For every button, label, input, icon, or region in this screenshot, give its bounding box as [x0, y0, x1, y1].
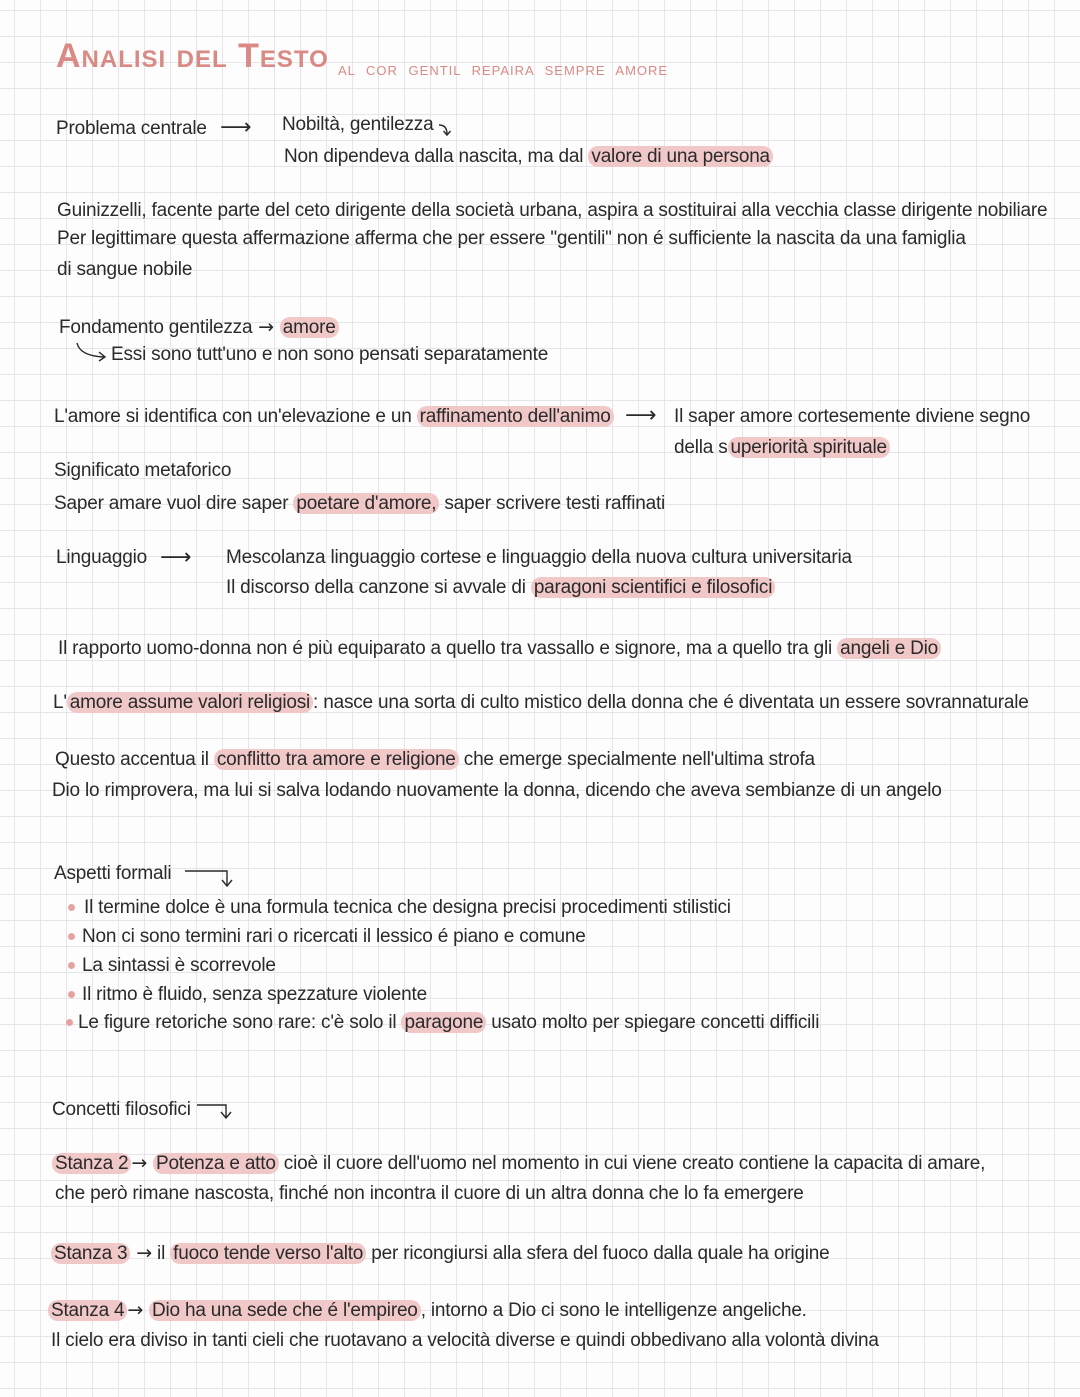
highlight-poetare: poetare d'amore, [293, 493, 439, 514]
page-subtitle: AL COR GENTIL REPAIRA SEMPRE AMORE [338, 63, 669, 78]
formali-bullet-5-text: Le figure retoriche sono rare: c'è solo il [78, 1012, 402, 1033]
problema-line2-text: Non dipendeva dalla nascita, ma dal [284, 146, 589, 167]
metaforico-line [54, 492, 665, 516]
highlight-amore: amore [280, 317, 339, 338]
linguaggio-line2 [226, 576, 775, 600]
curved-arrow-icon [438, 122, 454, 138]
formali-bullet-4: Il ritmo è fluido, senza spezzature violente [82, 984, 427, 1005]
stanza-3-line [51, 1241, 829, 1266]
arrow-right-icon: → [252, 316, 280, 338]
corner-arrow-icon [184, 868, 236, 890]
stanza-2-line [52, 1151, 985, 1176]
bullet-icon [68, 933, 75, 940]
stanza-3-text: per ricongiursi alla sfera del fuoco dalla quale ha origine [366, 1243, 830, 1264]
highlight-paragoni: paragoni scientifici e filosofici [531, 577, 775, 598]
amore-right2-text: della s [674, 437, 728, 458]
page-title: Analisi del Testo [56, 37, 329, 75]
formali-bullet-1: Il termine dolce è una formula tecnica che designa precisi procedimenti stilistici [84, 897, 731, 918]
linguaggio-line2-text: Il discorso della canzone si avvale di [226, 577, 531, 598]
highlight-superiorita: uperiorità spirituale [728, 437, 890, 458]
fondamento-sub: Essi sono tutt'uno e non sono pensati separatamente [111, 344, 549, 365]
religiosi-line [53, 691, 1029, 715]
formali-bullet-5 [78, 1011, 819, 1035]
formali-bullet-3: La sintassi è scorrevole [82, 955, 276, 976]
arrow-right-icon: → [127, 1299, 149, 1321]
formali-bullet-5-post: usato molto per spiegare concetti difficili [486, 1012, 820, 1033]
amore-line [54, 405, 614, 429]
religiosi-pre: L' [53, 692, 67, 713]
bullet-icon [68, 991, 75, 998]
arrow-right-icon: ⟶ [220, 115, 252, 140]
stanza-2-line2: che però rimane nascosta, finché non incontra il cuore di un altra donna che lo fa emergere [55, 1183, 804, 1204]
highlight-stanza-3: Stanza 3 [51, 1243, 130, 1264]
amore-right2 [674, 436, 890, 460]
highlight-stanza-2: Stanza 2 [52, 1153, 131, 1174]
conflitto-line2: Dio lo rimprovera, ma lui si salva lodando nuovamente la donna, dicendo che aveva sembianze di un angelo [52, 780, 942, 801]
conflitto-post: che emerge specialmente nell'ultima strofa [458, 749, 815, 770]
highlight-paragone: paragone [401, 1012, 486, 1033]
highlight-fuoco: fuoco tende verso l'alto [170, 1243, 366, 1264]
stanza-4-line2: Il cielo era diviso in tanti cieli che ruotavano a velocità diverse e quindi obbedivano alla volontà divina [51, 1330, 879, 1351]
metaforico-label: Significato metaforico [54, 460, 232, 481]
conflitto-line [55, 748, 815, 772]
fondamento-label: Fondamento gentilezza [59, 317, 253, 338]
rapporto-line [58, 637, 941, 661]
metaforico-post: saper scrivere testi raffinati [439, 493, 666, 514]
arrow-right-icon: → [130, 1242, 152, 1264]
amore-right1: Il saper amore cortesemente diviene segno [674, 406, 1031, 427]
fondamento-line [59, 315, 339, 340]
arrow-right-icon: ⟶ [625, 403, 657, 428]
highlight-angeli: angeli e Dio [837, 638, 941, 659]
stanza-4-text: , intorno a Dio ci sono le intelligenze angeliche. [420, 1300, 807, 1321]
filosofici-label: Concetti filosofici [52, 1099, 191, 1120]
highlight-conflitto: conflitto tra amore e religione [214, 749, 459, 770]
highlight-raffinamento: raffinamento dell'animo [417, 406, 614, 427]
highlight-religiosi: amore assume valori religiosi [67, 692, 313, 713]
highlight-potenza: Potenza e atto [153, 1153, 279, 1174]
problema-line2 [284, 145, 773, 169]
problema-label: Problema centrale [56, 118, 207, 139]
bullet-icon [68, 962, 75, 969]
formali-bullet-2: Non ci sono termini rari o ricercati il lessico é piano e comune [82, 926, 586, 947]
stanza-4-line [48, 1298, 807, 1323]
hook-arrow-icon [76, 342, 108, 364]
rapporto-text: Il rapporto uomo-donna non é più equiparato a quello tra vassallo e signore, ma a quello tra gli [58, 638, 838, 659]
linguaggio-line1: Mescolanza linguaggio cortese e linguaggio della nuova cultura universitaria [226, 547, 852, 568]
stanza-2-text: cioè il cuore dell'uomo nel momento in cui viene creato contiene la capacita di amare, [278, 1153, 986, 1174]
arrow-right-icon: → [131, 1152, 153, 1174]
formali-label: Aspetti formali [54, 863, 172, 884]
bullet-icon [68, 904, 75, 911]
highlight-empireo: Dio ha una sede che é l'empireo [149, 1300, 421, 1321]
linguaggio-label: Linguaggio [56, 547, 147, 568]
guinizzelli-line1: Guinizzelli, facente parte del ceto dirigente della società urbana, aspira a sostituirai alla vecchia classe dirigente nobiliare [57, 200, 1048, 221]
guinizzelli-line2: Per legittimare questa affermazione afferma che per essere "gentili" non é sufficiente la nascita da una famiglia [57, 228, 966, 249]
bullet-icon [66, 1019, 73, 1026]
conflitto-pre: Questo accentua il [55, 749, 214, 770]
corner-arrow-icon [196, 1101, 236, 1123]
guinizzelli-line3: di sangue nobile [57, 259, 193, 280]
arrow-right-icon: ⟶ [160, 545, 192, 570]
religiosi-post: : nasce una sorta di culto mistico della donna che é diventata un essere sovrannaturale [313, 692, 1029, 713]
amore-text: L'amore si identifica con un'elevazione e un [54, 406, 417, 427]
stanza-3-mid: il [151, 1243, 171, 1264]
metaforico-text: Saper amare vuol dire saper [54, 493, 294, 514]
highlight-valore: valore di una persona [588, 146, 773, 167]
highlight-stanza-4: Stanza 4 [48, 1300, 127, 1321]
problema-value: Nobiltà, gentilezza [282, 114, 434, 135]
